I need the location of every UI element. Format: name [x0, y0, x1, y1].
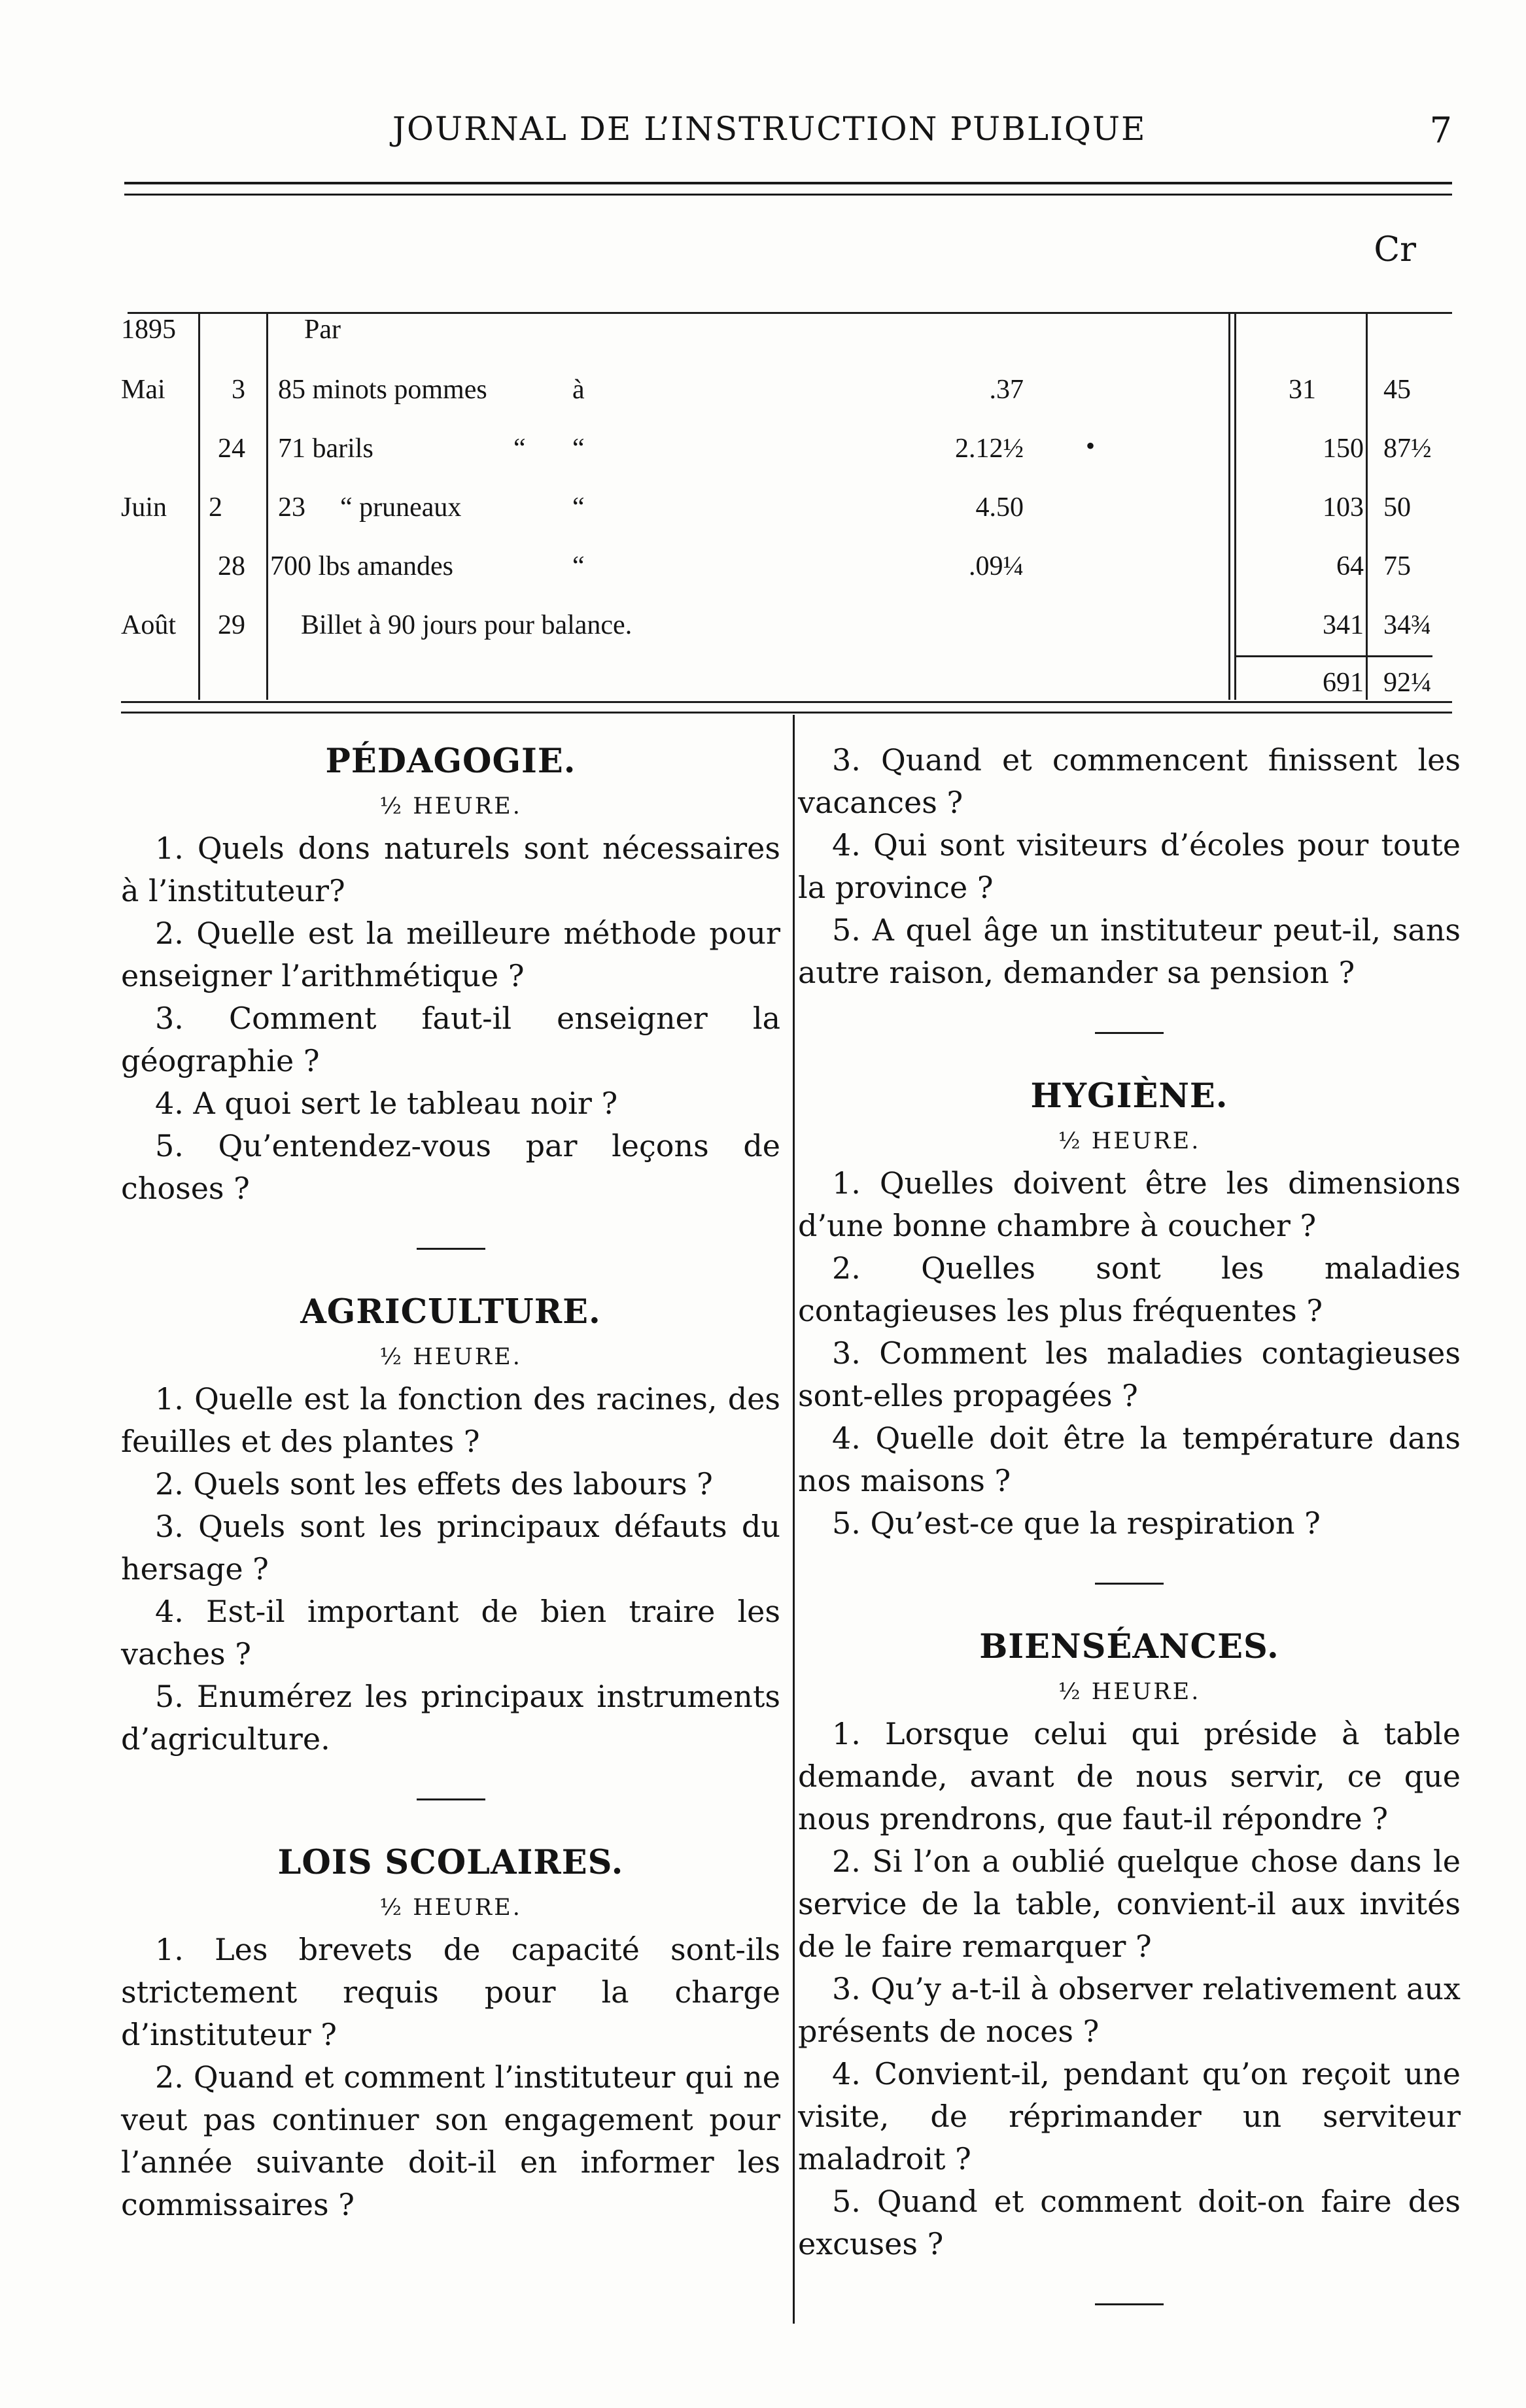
- ledger-cents: 45: [1383, 375, 1411, 405]
- ledger-day: 24: [218, 434, 245, 464]
- question: 4. A quoi sert le tableau noir ?: [155, 1086, 618, 1121]
- ledger-dollars: 31: [1289, 375, 1316, 405]
- header-rule-bottom: [124, 194, 1452, 196]
- question: 4. Qui sont visiteurs d’écoles pour toute la province ?: [798, 827, 1461, 905]
- ledger-row: [121, 551, 1452, 610]
- section-hygiene: [798, 1071, 1461, 1545]
- question: 3. Qu’y a-t-il à observer relativement aux présents de noces ?: [798, 1971, 1461, 2049]
- ledger-ditto: “: [572, 492, 585, 523]
- section-divider: [417, 1248, 485, 1250]
- section-time: ½ HEURE.: [1058, 1128, 1201, 1154]
- ledger-price: 4.50: [975, 492, 1024, 523]
- ledger-description: 23: [278, 492, 305, 523]
- question: 2. Quelles sont les maladies contagieuses les plus fréquentes ?: [798, 1250, 1461, 1328]
- section-agriculture: [121, 1286, 780, 1761]
- section-time: ½ HEURE.: [379, 793, 522, 819]
- ledger-day: 3: [232, 375, 245, 405]
- question: 2. Quand et comment l’instituteur qui ne veut pas continuer son engagement pour l’année suivante doit-il en informer les commissaires ?: [121, 2059, 780, 2222]
- question: 5. Qu’est-ce que la respiration ?: [832, 1505, 1321, 1541]
- ledger-year: 1895: [121, 315, 176, 345]
- section-divider: [417, 1798, 485, 1800]
- ledger-ditto: à: [572, 375, 585, 405]
- ledger-total-row: [121, 667, 1452, 726]
- question: 1. Quelles doivent être les dimensions d’une bonne chambre à coucher ?: [798, 1165, 1461, 1243]
- question: 2. Quels sont les effets des labours ?: [155, 1466, 713, 1502]
- question: 3. Comment les maladies contagieuses sont-elles propagées ?: [798, 1335, 1461, 1413]
- question: 3. Quels sont les principaux défauts du hersage ?: [121, 1509, 780, 1587]
- ledger-dollars: 150: [1323, 434, 1364, 464]
- running-head: [124, 110, 1452, 149]
- ledger-description: 71 barils: [278, 434, 373, 464]
- ledger-month: Août: [121, 610, 176, 640]
- ledger-cents: 87½: [1383, 434, 1432, 464]
- ledger-year-row: [121, 314, 1452, 373]
- question: 4. Quelle doit être la température dans nos maisons ?: [798, 1420, 1461, 1498]
- ledger-row: [121, 433, 1452, 492]
- section-divider: [1095, 1032, 1164, 1034]
- ledger-day: 2: [209, 492, 222, 523]
- ledger-stray-mark: •: [1086, 431, 1096, 460]
- question: 5. Qu’entendez-vous par leçons de choses ?: [121, 1128, 780, 1206]
- section-bienseances: [798, 1621, 1461, 2265]
- question: 5. A quel âge un instituteur peut-il, sans autre raison, demander sa pension ?: [798, 912, 1461, 990]
- journal-title: JOURNAL DE L’INSTRUCTION PUBLIQUE: [392, 110, 1147, 148]
- section-title: AGRICULTURE.: [300, 1292, 601, 1332]
- ledger-month: Juin: [121, 492, 167, 523]
- ledger-month: Mai: [121, 375, 165, 405]
- section-divider: [1095, 1583, 1164, 1585]
- ledger-cents: 34¾: [1383, 610, 1432, 640]
- ledger-total-cents: 92¼: [1383, 668, 1432, 698]
- section-title: PÉDAGOGIE.: [325, 742, 576, 781]
- right-column: [798, 739, 1461, 2342]
- question: 4. Convient-il, pendant qu’on reçoit une visite, de réprimander un serviteur maladroit ?: [798, 2056, 1461, 2176]
- ledger-row: [121, 610, 1452, 668]
- section-time: ½ HEURE.: [379, 1895, 522, 1921]
- ledger-par: Par: [304, 315, 341, 345]
- section-title: BIENSÉANCES.: [979, 1627, 1279, 1666]
- question: 1. Quels dons naturels sont nécessaires à l’instituteur?: [121, 831, 780, 908]
- ledger-ditto: “: [572, 551, 585, 581]
- section-pedagogie: [121, 736, 780, 1210]
- question: 5. Quand et comment doit-on faire des excuses ?: [798, 2184, 1461, 2262]
- column-separator: [793, 715, 795, 2324]
- section-lois-scolaires: [121, 1837, 780, 2226]
- ledger-description: 700 lbs amandes: [270, 551, 453, 581]
- ledger-dollars: 64: [1336, 551, 1364, 581]
- question: 5. Enumérez les principaux instruments d’agriculture.: [121, 1679, 780, 1757]
- left-column: [121, 736, 780, 2226]
- ledger-table: [121, 230, 1452, 706]
- ledger-total-dollars: 691: [1323, 668, 1364, 698]
- page-number: 7: [1429, 110, 1452, 151]
- section-lois-continued: [798, 739, 1461, 994]
- ledger-dollars: 341: [1323, 610, 1364, 640]
- section-title: HYGIÈNE.: [1030, 1076, 1228, 1116]
- question: 3. Quand et commencent finissent les vacances ?: [798, 742, 1461, 820]
- ledger-description: Billet à 90 jours pour balance.: [301, 610, 633, 640]
- ledger-cents: 50: [1383, 492, 1411, 523]
- ledger-ditto: “: [572, 434, 585, 464]
- ledger-description: 85 minots pommes: [278, 375, 487, 405]
- ledger-row: [121, 374, 1452, 433]
- ledger-cents: 75: [1383, 551, 1411, 581]
- ledger-unit: “ pruneaux: [340, 492, 462, 523]
- ledger-dollars: 103: [1323, 492, 1364, 523]
- section-time: ½ HEURE.: [379, 1344, 522, 1370]
- section-title: LOIS SCOLAIRES.: [277, 1843, 624, 1882]
- header-rule-top: [124, 182, 1452, 184]
- question: 1. Quelle est la fonction des racines, des feuilles et des plantes ?: [121, 1381, 780, 1459]
- question: 2. Si l’on a oublié quelque chose dans le service de la table, convient-il aux invités de le faire remarquer ?: [798, 1844, 1461, 1964]
- credit-label: Cr: [1374, 230, 1416, 269]
- ledger-day: 28: [218, 551, 245, 581]
- question: 4. Est-il important de bien traire les vaches ?: [121, 1594, 780, 1672]
- section-time: ½ HEURE.: [1058, 1679, 1201, 1705]
- ledger-price: .09¼: [969, 551, 1024, 581]
- section-divider: [1095, 2303, 1164, 2305]
- ledger-unit: “: [513, 434, 526, 464]
- question: 2. Quelle est la meilleure méthode pour enseigner l’arithmétique ?: [121, 916, 780, 993]
- ledger-row: [121, 492, 1452, 551]
- question: 1. Lorsque celui qui préside à table demande, avant de nous servir, ce que nous prendrons, que faut-il répondre ?: [798, 1716, 1461, 1836]
- question: 3. Comment faut-il enseigner la géographie ?: [121, 1001, 780, 1078]
- ledger-price: 2.12½: [955, 434, 1024, 464]
- ledger-day: 29: [218, 610, 245, 640]
- question: 1. Les brevets de capacité sont-ils strictement requis pour la charge d’instituteur ?: [121, 1932, 780, 2052]
- ledger-price: .37: [989, 375, 1024, 405]
